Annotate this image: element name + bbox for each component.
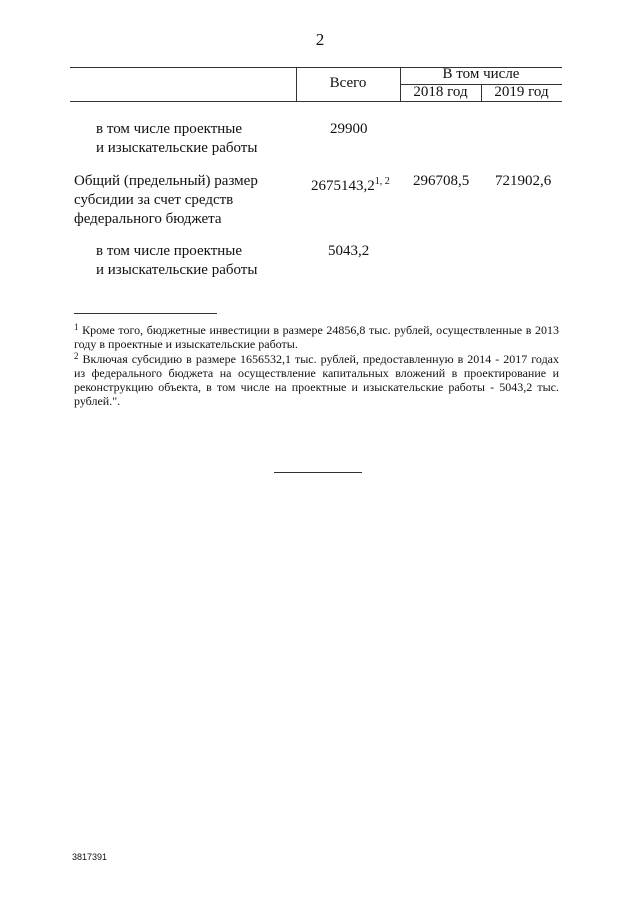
footnote-1-mark: 1 [74,322,79,332]
page-number: 2 [315,30,325,49]
row-2-label-line-3: федерального бюджета [74,211,222,227]
row-2-label-line-1: Общий (предельный) размер [74,173,258,189]
row-2-2019: 721902,6 [495,173,552,189]
row-2-label [74,172,258,229]
header-including: В том числе [442,66,520,82]
row-2-total-value: 2675143,2 [311,178,375,194]
document-code: 3817391 [72,852,108,862]
row-3-label [96,242,257,280]
row-2-total-footnote-ref: 1, 2 [374,176,390,187]
row-1-label [96,120,257,158]
footnote-2-mark: 2 [74,351,79,361]
row-1-label-line-2: и изыскательские работы [96,140,258,156]
row-3-label-line-1: в том числе проектные [96,243,243,259]
row-2-total [311,172,390,196]
table-header-bottom-rule [70,101,562,102]
row-3-total: 5043,2 [328,243,370,259]
row-3-label-line-2: и изыскательские работы [96,262,258,278]
footnote-separator [74,313,217,314]
footnote-1 [74,320,559,351]
row-1-label-line-1: в том числе проектные [96,121,243,137]
footnote-2 [74,349,559,408]
row-2-2018: 296708,5 [413,173,470,189]
end-separator [274,472,362,473]
footnote-1-text: Кроме того, бюджетные инвестиции в размере 24856,8 тыс. рублей, осуществленные в 2013 году в проектные и изыскательские работы. [74,323,559,351]
header-total: Всего [329,75,367,91]
footnote-2-text: Включая субсидию в размере 1656532,1 тыс. рублей, предоставленную в 2014 - 2017 годах из федерального бюджета на осуществление капитальных вложений в проектирование и реконструкцию объекта, в том числе на проектные и изыскательские работы - 5043,2 тыс. рублей.". [74,352,560,408]
row-1-total: 29900 [330,121,368,137]
header-year-2018: 2018 год [413,84,468,100]
row-2-label-line-2: субсидии за счет средств [74,192,234,208]
header-year-2019: 2019 год [494,84,549,100]
